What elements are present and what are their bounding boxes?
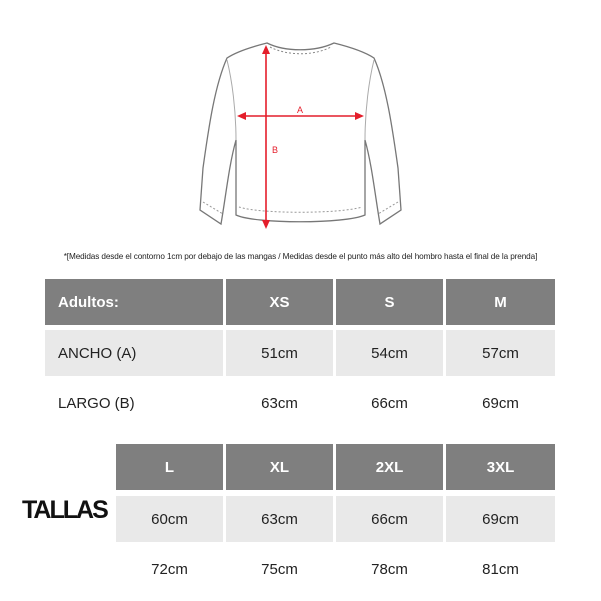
size-header-s: S: [336, 279, 443, 325]
cell-row2-3xl: 81cm: [482, 560, 519, 578]
sweater-outline: [200, 43, 401, 224]
size-header-2xl: 2XL: [336, 444, 443, 490]
cell-ancho-m: 57cm: [446, 330, 555, 376]
measurement-note: *[Medidas desde el contorno 1cm por debajo de las mangas / Medidas desde el punto más alto del hombro hasta el final de la prenda]: [63, 252, 538, 261]
size-header-3xl: 3XL: [446, 444, 555, 490]
tallas-label: TALLAS: [22, 496, 107, 524]
row-label-ancho: ANCHO (A): [45, 330, 223, 376]
cell-row1-3xl: 69cm: [446, 496, 555, 542]
sweater-diagram: [0, 0, 601, 245]
cell-largo-xs: 63cm: [261, 394, 298, 412]
cell-ancho-s: 54cm: [336, 330, 443, 376]
table-header-adults: Adultos:: [45, 279, 223, 325]
size-header-xl: XL: [226, 444, 333, 490]
size-header-l: L: [116, 444, 223, 490]
measure-b-label: B: [272, 145, 279, 155]
measure-a-label: A: [296, 105, 304, 115]
cell-ancho-xs: 51cm: [226, 330, 333, 376]
cell-row1-l: 60cm: [116, 496, 223, 542]
cell-row1-xl: 63cm: [226, 496, 333, 542]
cell-row2-l: 72cm: [151, 560, 188, 578]
cell-row2-xl: 75cm: [261, 560, 298, 578]
size-header-m: M: [446, 279, 555, 325]
row-label-largo: LARGO (B): [58, 394, 135, 412]
size-header-xs: XS: [226, 279, 333, 325]
cell-row2-2xl: 78cm: [371, 560, 408, 578]
cell-largo-m: 69cm: [482, 394, 519, 412]
cell-row1-2xl: 66cm: [336, 496, 443, 542]
cell-largo-s: 66cm: [371, 394, 408, 412]
